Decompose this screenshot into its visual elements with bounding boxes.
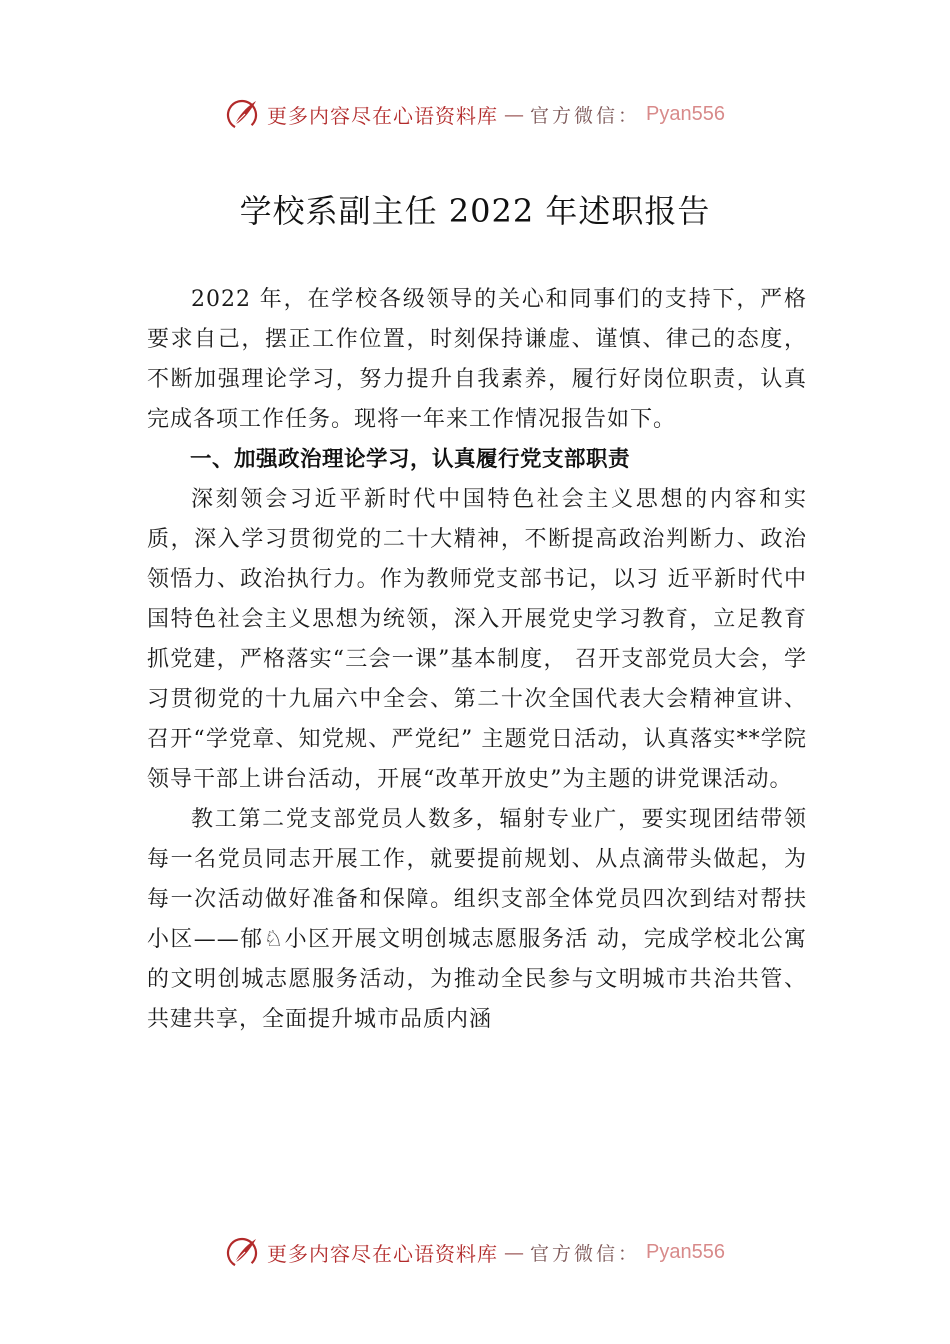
watermark-header bbox=[0, 94, 950, 134]
watermark-separator: — bbox=[504, 1240, 524, 1264]
watermark-wechat-label: 官方微信： bbox=[530, 104, 641, 127]
document-title: 学校系副主任 2022 年述职报告 bbox=[239, 192, 711, 230]
watermark-text: 更多内容尽在心语资料库 bbox=[267, 1241, 498, 1266]
watermark-separator: — bbox=[504, 102, 524, 126]
paragraph-political-study: 深刻领会习近平新时代中国特色社会主义思想的内容和实质，深入学习贯彻党的二十大精神，不断提高政治判断力、政治领悟力、政治执行力。作为教师党支部书记，以习 近平新时代中国特色社会主义思想为统领，深入开展党史学习教育，立足教育抓党建，严格落实“三会一课”基本制度， 召开支部党员大会，学习贯彻党的十九届六中全会、第二十次全国代表大会精神宣讲、召开“学党章、知党规、严党纪” 主题党日活动，认真落实**学院领导干部上讲台活动，开展“改革开放史”为主题的讲党课活动。 bbox=[147, 487, 807, 792]
quill-logo-icon bbox=[225, 1234, 261, 1270]
quill-logo-icon bbox=[225, 96, 261, 132]
watermark-text: 更多内容尽在心语资料库 bbox=[267, 103, 498, 128]
paragraph-intro: 2022 年，在学校各级领导的关心和同事们的支持下，严格要求自己，摆正工作位置，时刻保持谦虚、谨慎、律己的态度，不断加强理论学习，努力提升自我素养，履行好岗位职责，认真完成各项工作任务。现将一年来工作情况报告如下。 bbox=[147, 287, 807, 432]
watermark-wechat-id: Pyan556 bbox=[646, 1240, 725, 1263]
section-heading-1: 一、加强政治理论学习，认真履行党支部职责 bbox=[190, 447, 631, 472]
watermark-footer bbox=[0, 1232, 950, 1272]
document-body bbox=[147, 280, 807, 1040]
watermark-wechat-id: Pyan556 bbox=[646, 102, 725, 125]
watermark-wechat-label: 官方微信： bbox=[530, 1242, 641, 1265]
paragraph-party-branch: 教工第二党支部党员人数多，辐射专业广，要实现团结带领每一名党员同志开展工作，就要提前规划、从点滴带头做起，为每一次活动做好准备和保障。组织支部全体党员四次到结对帮扶小区——郁♘小区开展文明创城志愿服务活 动，完成学校北公寓的文明创城志愿服务活动，为推动全民参与文明城市共治共管、共建共享，全面提升城市品质内涵 bbox=[147, 807, 807, 1032]
